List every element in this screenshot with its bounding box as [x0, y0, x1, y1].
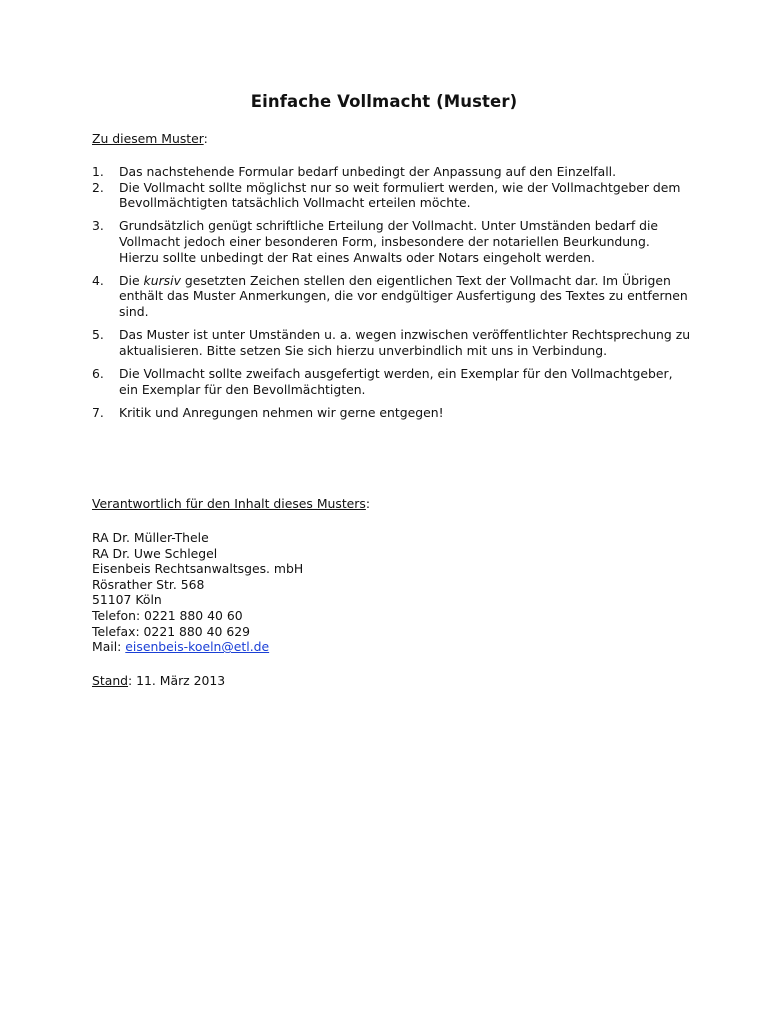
responsible-colon: :	[365, 496, 371, 511]
contact-name-1: RA Dr. Müller-Thele	[92, 530, 209, 545]
list-item-text-italic: kursiv	[143, 272, 181, 288]
intro-colon: :	[203, 131, 208, 146]
contact-firm: Eisenbeis Rechtsanwaltsges. mbH	[92, 561, 304, 577]
responsible-label: Verantwortlich für den Inhalt dieses Musters	[92, 496, 366, 511]
contact-city: 51107 Köln	[92, 592, 162, 608]
list-item-text: Die Vollmacht sollte möglichst nur so weit formuliert werden, wie der Vollmachtgeber dem Bevollmächtigten tatsächlich Vollmacht erteilen möchte.	[119, 179, 681, 211]
list-item-text-before: Die	[119, 272, 144, 288]
list-item-number: 7.	[92, 404, 104, 420]
stand-label: Stand	[92, 673, 129, 688]
list-item	[92, 366, 692, 397]
list-item-number: 5.	[92, 327, 104, 343]
list-item-number: 1.	[92, 164, 104, 179]
contact-phone: Telefon: 0221 880 40 60	[92, 607, 243, 623]
contact-block	[92, 530, 303, 655]
mail-link[interactable]: eisenbeis-koeln@etl.de	[125, 639, 270, 655]
list-item-text: Kritik und Anregungen nehmen wir gerne entgegen!	[119, 404, 444, 420]
responsible-heading	[92, 496, 370, 512]
list-item	[92, 327, 692, 358]
list-item-number: 3.	[92, 218, 104, 234]
list-item-number: 6.	[92, 365, 104, 381]
contact-name-2: RA Dr. Uwe Schlegel	[92, 545, 218, 561]
list-item-text: Das nachstehende Formular bedarf unbedingt der Anpassung auf den Einzelfall.	[119, 164, 617, 179]
contact-mail	[92, 639, 303, 655]
document-title: Einfache Vollmacht (Muster)	[250, 92, 518, 111]
list-item	[92, 218, 692, 265]
contact-street: Rösrather Str. 568	[92, 576, 205, 592]
list-item-number: 4.	[92, 272, 104, 288]
list-item	[92, 273, 692, 320]
contact-fax: Telefax: 0221 880 40 629	[92, 623, 250, 639]
list-item-text: Die Vollmacht sollte zweifach ausgefertigt werden, ein Exemplar für den Vollmachtgeber, ein Exemplar für den Bevollmächtigten.	[119, 365, 673, 397]
stand-line	[92, 673, 225, 689]
intro-label: Zu diesem Muster	[92, 131, 204, 146]
mail-label: Mail:	[92, 639, 126, 655]
list-item-number: 2.	[92, 179, 104, 195]
list-item-text	[119, 273, 688, 319]
intro-heading	[92, 131, 208, 147]
list-item	[92, 164, 692, 180]
notes-list	[92, 164, 692, 428]
list-item-text-after: gesetzten Zeichen stellen den eigentlichen Text der Vollmacht dar. Im Übrigen enthält das Muster Anmerkungen, die vor endgültiger Ausfertigung des Textes zu entfernen sind.	[119, 272, 688, 319]
list-item-text: Grundsätzlich genügt schriftliche Erteilung der Vollmacht. Unter Umständen bedarf die Vollmacht jedoch einer besonderen Form, insbesondere der notariellen Beurkundung. Hierzu sollte unbedingt der Rat eines Anwalts oder Notars eingeholt werden.	[119, 218, 659, 265]
list-item-text: Das Muster ist unter Umständen u. a. wegen inzwischen veröffentlichter Rechtsprechung zu aktualisieren. Bitte setzen Sie sich hierzu unverbindlich mit uns in Verbindung.	[119, 327, 691, 358]
list-item	[92, 180, 692, 211]
stand-value: : 11. März 2013	[128, 673, 226, 688]
list-item	[92, 405, 692, 421]
